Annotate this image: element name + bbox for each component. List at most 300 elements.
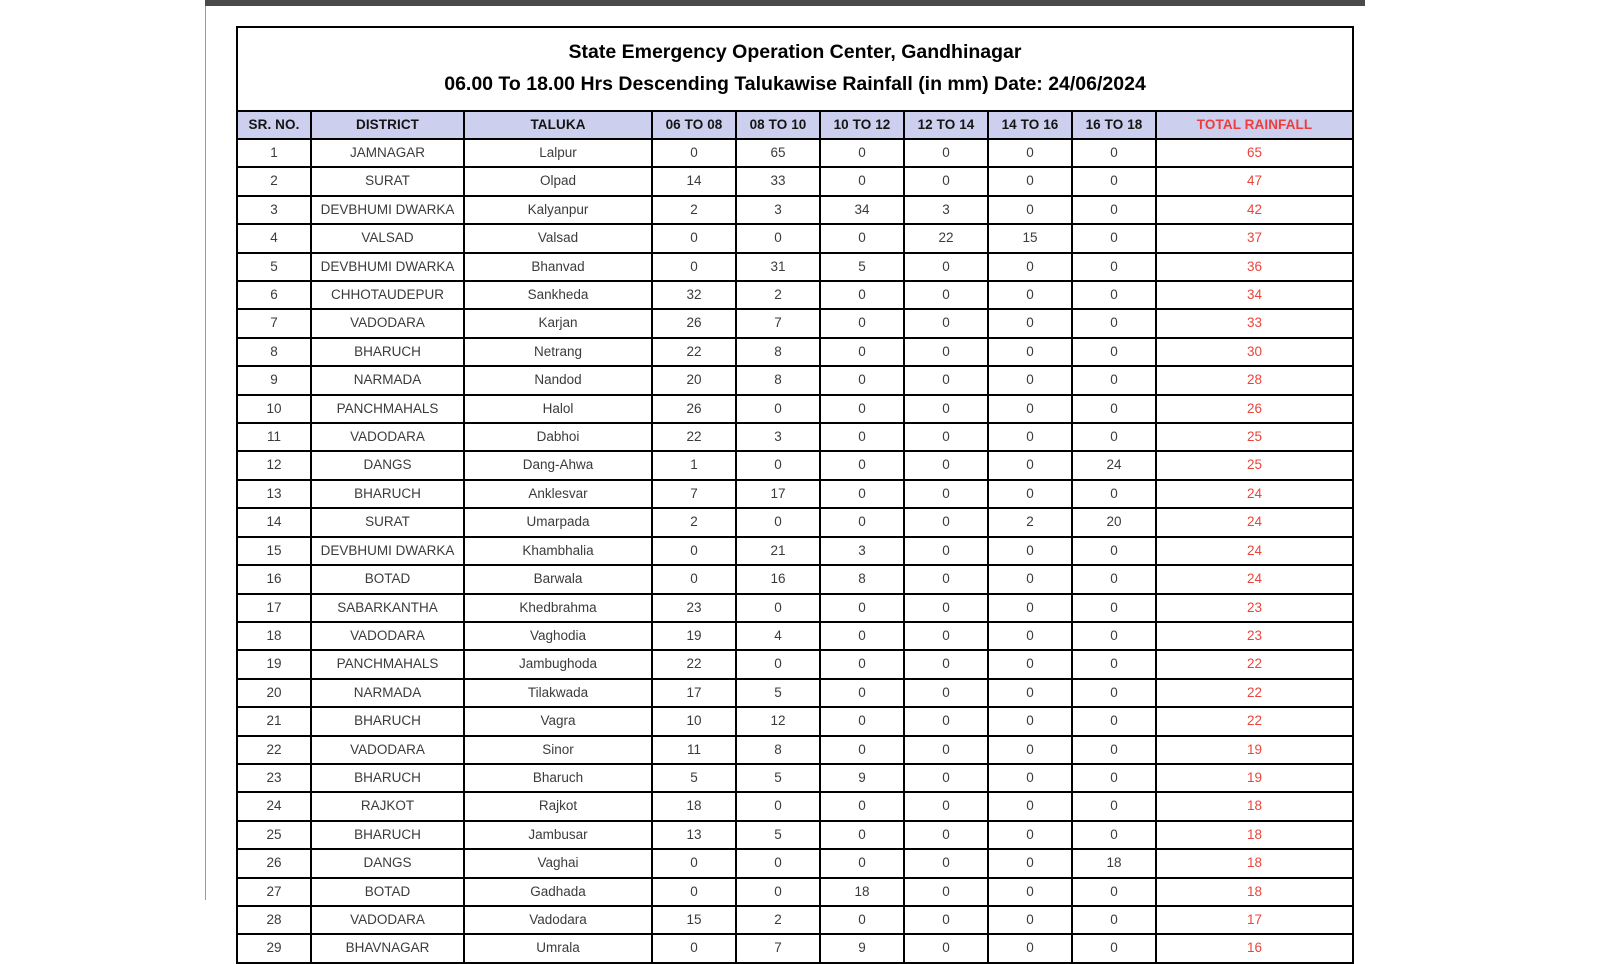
- cell-s0608[interactable]: 22: [652, 338, 736, 366]
- table-row[interactable]: [237, 934, 1353, 962]
- cell-s1012[interactable]: 0: [820, 508, 904, 536]
- cell-s1618[interactable]: 0: [1072, 906, 1156, 934]
- cell-district[interactable]: PANCHMAHALS: [311, 650, 464, 678]
- cell-s1416[interactable]: 0: [988, 622, 1072, 650]
- cell-s0810[interactable]: 33: [736, 167, 820, 195]
- cell-s0608[interactable]: 0: [652, 565, 736, 593]
- cell-sr_no[interactable]: 9: [237, 366, 311, 394]
- cell-s1618[interactable]: 0: [1072, 764, 1156, 792]
- column-header-12-to-14[interactable]: 12 TO 14: [904, 111, 988, 139]
- cell-district[interactable]: BHARUCH: [311, 707, 464, 735]
- cell-sr_no[interactable]: 19: [237, 650, 311, 678]
- cell-sr_no[interactable]: 15: [237, 537, 311, 565]
- cell-s1214[interactable]: 3: [904, 196, 988, 224]
- cell-taluka[interactable]: Netrang: [464, 338, 652, 366]
- cell-taluka[interactable]: Khambhalia: [464, 537, 652, 565]
- cell-district[interactable]: VADODARA: [311, 423, 464, 451]
- cell-taluka[interactable]: Karjan: [464, 309, 652, 337]
- cell-s1416[interactable]: 2: [988, 508, 1072, 536]
- cell-sr_no[interactable]: 28: [237, 906, 311, 934]
- cell-district[interactable]: CHHOTAUDEPUR: [311, 281, 464, 309]
- cell-s0810[interactable]: 5: [736, 679, 820, 707]
- cell-sr_no[interactable]: 23: [237, 764, 311, 792]
- cell-s1618[interactable]: 0: [1072, 196, 1156, 224]
- cell-sr_no[interactable]: 18: [237, 622, 311, 650]
- cell-s1618[interactable]: 0: [1072, 309, 1156, 337]
- cell-s1618[interactable]: 0: [1072, 934, 1156, 962]
- cell-s1012[interactable]: 0: [820, 366, 904, 394]
- cell-sr_no[interactable]: 14: [237, 508, 311, 536]
- cell-sr_no[interactable]: 12: [237, 451, 311, 479]
- cell-district[interactable]: DEVBHUMI DWARKA: [311, 537, 464, 565]
- cell-s1416[interactable]: 0: [988, 423, 1072, 451]
- cell-sr_no[interactable]: 21: [237, 707, 311, 735]
- cell-sr_no[interactable]: 29: [237, 934, 311, 962]
- cell-s1416[interactable]: 0: [988, 167, 1072, 195]
- cell-s1618[interactable]: 0: [1072, 622, 1156, 650]
- cell-taluka[interactable]: Barwala: [464, 565, 652, 593]
- cell-taluka[interactable]: Jambughoda: [464, 650, 652, 678]
- cell-district[interactable]: JAMNAGAR: [311, 139, 464, 167]
- cell-s1618[interactable]: 0: [1072, 679, 1156, 707]
- column-header-08-to-10[interactable]: 08 TO 10: [736, 111, 820, 139]
- column-header-total-rainfall[interactable]: TOTAL RAINFALL: [1156, 111, 1353, 139]
- cell-total[interactable]: 22: [1156, 707, 1353, 735]
- cell-s1012[interactable]: 0: [820, 650, 904, 678]
- cell-s0810[interactable]: 0: [736, 451, 820, 479]
- cell-district[interactable]: NARMADA: [311, 366, 464, 394]
- cell-s1214[interactable]: 0: [904, 622, 988, 650]
- cell-district[interactable]: SABARKANTHA: [311, 594, 464, 622]
- cell-s0810[interactable]: 8: [736, 338, 820, 366]
- cell-s1416[interactable]: 0: [988, 707, 1072, 735]
- cell-sr_no[interactable]: 10: [237, 395, 311, 423]
- cell-s1012[interactable]: 9: [820, 934, 904, 962]
- cell-s0810[interactable]: 8: [736, 736, 820, 764]
- cell-district[interactable]: VADODARA: [311, 906, 464, 934]
- cell-s0810[interactable]: 0: [736, 792, 820, 820]
- cell-s1214[interactable]: 0: [904, 906, 988, 934]
- cell-total[interactable]: 24: [1156, 537, 1353, 565]
- table-row[interactable]: [237, 423, 1353, 451]
- cell-s1012[interactable]: 0: [820, 707, 904, 735]
- cell-s0608[interactable]: 0: [652, 224, 736, 252]
- cell-s0608[interactable]: 18: [652, 792, 736, 820]
- cell-total[interactable]: 19: [1156, 764, 1353, 792]
- cell-s0608[interactable]: 32: [652, 281, 736, 309]
- cell-s1012[interactable]: 0: [820, 622, 904, 650]
- table-row[interactable]: [237, 508, 1353, 536]
- cell-s1618[interactable]: 0: [1072, 480, 1156, 508]
- cell-s1416[interactable]: 0: [988, 934, 1072, 962]
- cell-s0608[interactable]: 22: [652, 650, 736, 678]
- cell-district[interactable]: DEVBHUMI DWARKA: [311, 196, 464, 224]
- cell-total[interactable]: 34: [1156, 281, 1353, 309]
- cell-s1618[interactable]: 0: [1072, 167, 1156, 195]
- cell-s0810[interactable]: 2: [736, 906, 820, 934]
- cell-district[interactable]: BOTAD: [311, 878, 464, 906]
- cell-sr_no[interactable]: 4: [237, 224, 311, 252]
- cell-total[interactable]: 37: [1156, 224, 1353, 252]
- cell-s1012[interactable]: 0: [820, 906, 904, 934]
- cell-total[interactable]: 42: [1156, 196, 1353, 224]
- cell-district[interactable]: SURAT: [311, 167, 464, 195]
- cell-s1012[interactable]: 0: [820, 167, 904, 195]
- cell-total[interactable]: 22: [1156, 679, 1353, 707]
- cell-total[interactable]: 24: [1156, 565, 1353, 593]
- cell-total[interactable]: 30: [1156, 338, 1353, 366]
- cell-s0810[interactable]: 0: [736, 594, 820, 622]
- cell-s1416[interactable]: 0: [988, 253, 1072, 281]
- cell-s0608[interactable]: 11: [652, 736, 736, 764]
- cell-s1416[interactable]: 0: [988, 679, 1072, 707]
- cell-s1012[interactable]: 0: [820, 480, 904, 508]
- cell-s1618[interactable]: 20: [1072, 508, 1156, 536]
- table-row[interactable]: [237, 878, 1353, 906]
- cell-s1618[interactable]: 0: [1072, 366, 1156, 394]
- cell-total[interactable]: 18: [1156, 849, 1353, 877]
- cell-s0810[interactable]: 31: [736, 253, 820, 281]
- cell-s1618[interactable]: 0: [1072, 139, 1156, 167]
- cell-s0608[interactable]: 1: [652, 451, 736, 479]
- cell-s1618[interactable]: 0: [1072, 565, 1156, 593]
- cell-s0608[interactable]: 14: [652, 167, 736, 195]
- table-row[interactable]: [237, 650, 1353, 678]
- cell-taluka[interactable]: Khedbrahma: [464, 594, 652, 622]
- cell-s1416[interactable]: 0: [988, 281, 1072, 309]
- table-row[interactable]: [237, 679, 1353, 707]
- table-row[interactable]: [237, 906, 1353, 934]
- cell-s1214[interactable]: 0: [904, 366, 988, 394]
- cell-s0608[interactable]: 0: [652, 849, 736, 877]
- cell-s1416[interactable]: 0: [988, 764, 1072, 792]
- table-row[interactable]: [237, 821, 1353, 849]
- cell-sr_no[interactable]: 3: [237, 196, 311, 224]
- cell-s1618[interactable]: 18: [1072, 849, 1156, 877]
- table-row[interactable]: [237, 338, 1353, 366]
- cell-s1214[interactable]: 0: [904, 451, 988, 479]
- cell-total[interactable]: 25: [1156, 451, 1353, 479]
- table-row[interactable]: [237, 253, 1353, 281]
- cell-s0810[interactable]: 12: [736, 707, 820, 735]
- cell-s1214[interactable]: 0: [904, 508, 988, 536]
- cell-s1214[interactable]: 0: [904, 565, 988, 593]
- column-header-06-to-08[interactable]: 06 TO 08: [652, 111, 736, 139]
- cell-total[interactable]: 17: [1156, 906, 1353, 934]
- table-row[interactable]: [237, 196, 1353, 224]
- cell-s1618[interactable]: 0: [1072, 594, 1156, 622]
- cell-s1012[interactable]: 0: [820, 679, 904, 707]
- table-row[interactable]: [237, 395, 1353, 423]
- cell-s0810[interactable]: 3: [736, 423, 820, 451]
- table-row[interactable]: [237, 224, 1353, 252]
- cell-s1214[interactable]: 0: [904, 253, 988, 281]
- cell-taluka[interactable]: Sinor: [464, 736, 652, 764]
- cell-district[interactable]: VADODARA: [311, 622, 464, 650]
- cell-total[interactable]: 18: [1156, 821, 1353, 849]
- cell-s1012[interactable]: 0: [820, 281, 904, 309]
- cell-district[interactable]: VALSAD: [311, 224, 464, 252]
- cell-taluka[interactable]: Jambusar: [464, 821, 652, 849]
- cell-total[interactable]: 18: [1156, 792, 1353, 820]
- column-header-sr-no[interactable]: SR. NO.: [237, 111, 311, 139]
- cell-taluka[interactable]: Vaghai: [464, 849, 652, 877]
- cell-s0810[interactable]: 0: [736, 849, 820, 877]
- cell-district[interactable]: BHAVNAGAR: [311, 934, 464, 962]
- cell-s0810[interactable]: 16: [736, 565, 820, 593]
- cell-s0810[interactable]: 17: [736, 480, 820, 508]
- cell-s1214[interactable]: 0: [904, 167, 988, 195]
- cell-total[interactable]: 16: [1156, 934, 1353, 962]
- cell-taluka[interactable]: Lalpur: [464, 139, 652, 167]
- cell-s1618[interactable]: 0: [1072, 792, 1156, 820]
- cell-s1012[interactable]: 3: [820, 537, 904, 565]
- cell-taluka[interactable]: Halol: [464, 395, 652, 423]
- cell-district[interactable]: DEVBHUMI DWARKA: [311, 253, 464, 281]
- cell-s1618[interactable]: 0: [1072, 253, 1156, 281]
- cell-s1618[interactable]: 0: [1072, 537, 1156, 565]
- cell-s0810[interactable]: 0: [736, 395, 820, 423]
- cell-s1214[interactable]: 0: [904, 679, 988, 707]
- cell-s1214[interactable]: 0: [904, 792, 988, 820]
- cell-taluka[interactable]: Dang-Ahwa: [464, 451, 652, 479]
- cell-s0810[interactable]: 7: [736, 309, 820, 337]
- cell-total[interactable]: 28: [1156, 366, 1353, 394]
- cell-sr_no[interactable]: 27: [237, 878, 311, 906]
- table-row[interactable]: [237, 594, 1353, 622]
- cell-s1416[interactable]: 0: [988, 565, 1072, 593]
- cell-s0608[interactable]: 0: [652, 139, 736, 167]
- cell-s1012[interactable]: 0: [820, 338, 904, 366]
- cell-taluka[interactable]: Olpad: [464, 167, 652, 195]
- cell-total[interactable]: 23: [1156, 594, 1353, 622]
- column-header-16-to-18[interactable]: 16 TO 18: [1072, 111, 1156, 139]
- cell-taluka[interactable]: Dabhoi: [464, 423, 652, 451]
- cell-s1214[interactable]: 0: [904, 650, 988, 678]
- cell-sr_no[interactable]: 1: [237, 139, 311, 167]
- cell-sr_no[interactable]: 17: [237, 594, 311, 622]
- table-row[interactable]: [237, 707, 1353, 735]
- cell-s0608[interactable]: 5: [652, 764, 736, 792]
- cell-s0608[interactable]: 0: [652, 537, 736, 565]
- cell-s1618[interactable]: 0: [1072, 395, 1156, 423]
- cell-total[interactable]: 18: [1156, 878, 1353, 906]
- cell-s0810[interactable]: 2: [736, 281, 820, 309]
- cell-total[interactable]: 24: [1156, 480, 1353, 508]
- cell-s0608[interactable]: 22: [652, 423, 736, 451]
- cell-s1618[interactable]: 0: [1072, 878, 1156, 906]
- cell-s0810[interactable]: 3: [736, 196, 820, 224]
- cell-s1618[interactable]: 0: [1072, 423, 1156, 451]
- cell-taluka[interactable]: Bharuch: [464, 764, 652, 792]
- cell-s1214[interactable]: 0: [904, 423, 988, 451]
- cell-s1416[interactable]: 0: [988, 878, 1072, 906]
- cell-s0608[interactable]: 0: [652, 934, 736, 962]
- cell-district[interactable]: BHARUCH: [311, 821, 464, 849]
- cell-s0810[interactable]: 0: [736, 224, 820, 252]
- cell-total[interactable]: 26: [1156, 395, 1353, 423]
- cell-sr_no[interactable]: 6: [237, 281, 311, 309]
- cell-s1012[interactable]: 0: [820, 309, 904, 337]
- cell-s1416[interactable]: 0: [988, 338, 1072, 366]
- cell-s0810[interactable]: 0: [736, 508, 820, 536]
- table-row[interactable]: [237, 622, 1353, 650]
- cell-total[interactable]: 22: [1156, 650, 1353, 678]
- cell-taluka[interactable]: Umrala: [464, 934, 652, 962]
- cell-district[interactable]: BOTAD: [311, 565, 464, 593]
- cell-s1416[interactable]: 0: [988, 537, 1072, 565]
- cell-s0608[interactable]: 0: [652, 253, 736, 281]
- cell-sr_no[interactable]: 11: [237, 423, 311, 451]
- cell-s0608[interactable]: 15: [652, 906, 736, 934]
- cell-district[interactable]: RAJKOT: [311, 792, 464, 820]
- cell-s0608[interactable]: 20: [652, 366, 736, 394]
- cell-s1416[interactable]: 0: [988, 480, 1072, 508]
- column-header-14-to-16[interactable]: 14 TO 16: [988, 111, 1072, 139]
- cell-s1012[interactable]: 9: [820, 764, 904, 792]
- cell-s0608[interactable]: 13: [652, 821, 736, 849]
- cell-s0810[interactable]: 8: [736, 366, 820, 394]
- table-row[interactable]: [237, 366, 1353, 394]
- cell-taluka[interactable]: Valsad: [464, 224, 652, 252]
- table-row[interactable]: [237, 281, 1353, 309]
- cell-district[interactable]: BHARUCH: [311, 338, 464, 366]
- cell-s1012[interactable]: 0: [820, 451, 904, 479]
- cell-sr_no[interactable]: 25: [237, 821, 311, 849]
- cell-s0608[interactable]: 2: [652, 196, 736, 224]
- cell-total[interactable]: 65: [1156, 139, 1353, 167]
- cell-s1416[interactable]: 0: [988, 196, 1072, 224]
- cell-s1416[interactable]: 0: [988, 906, 1072, 934]
- cell-s1416[interactable]: 0: [988, 849, 1072, 877]
- cell-s0608[interactable]: 23: [652, 594, 736, 622]
- cell-s1214[interactable]: 0: [904, 338, 988, 366]
- cell-s1214[interactable]: 0: [904, 395, 988, 423]
- cell-s1214[interactable]: 0: [904, 707, 988, 735]
- cell-s1618[interactable]: 0: [1072, 650, 1156, 678]
- cell-district[interactable]: VADODARA: [311, 309, 464, 337]
- cell-s1416[interactable]: 0: [988, 594, 1072, 622]
- cell-total[interactable]: 23: [1156, 622, 1353, 650]
- cell-s1214[interactable]: 0: [904, 878, 988, 906]
- cell-district[interactable]: NARMADA: [311, 679, 464, 707]
- cell-s1618[interactable]: 0: [1072, 338, 1156, 366]
- cell-s1618[interactable]: 0: [1072, 707, 1156, 735]
- cell-s0810[interactable]: 5: [736, 764, 820, 792]
- table-row[interactable]: [237, 480, 1353, 508]
- cell-s1618[interactable]: 24: [1072, 451, 1156, 479]
- cell-s1214[interactable]: 0: [904, 934, 988, 962]
- cell-total[interactable]: 24: [1156, 508, 1353, 536]
- table-row[interactable]: [237, 849, 1353, 877]
- cell-s1214[interactable]: 0: [904, 309, 988, 337]
- cell-taluka[interactable]: Gadhada: [464, 878, 652, 906]
- cell-s0810[interactable]: 0: [736, 878, 820, 906]
- cell-s1416[interactable]: 0: [988, 309, 1072, 337]
- cell-s1214[interactable]: 0: [904, 849, 988, 877]
- cell-sr_no[interactable]: 5: [237, 253, 311, 281]
- cell-s1012[interactable]: 5: [820, 253, 904, 281]
- cell-s1214[interactable]: 22: [904, 224, 988, 252]
- cell-s1618[interactable]: 0: [1072, 736, 1156, 764]
- table-row[interactable]: [237, 565, 1353, 593]
- cell-sr_no[interactable]: 2: [237, 167, 311, 195]
- cell-taluka[interactable]: Nandod: [464, 366, 652, 394]
- cell-s1012[interactable]: 0: [820, 139, 904, 167]
- cell-sr_no[interactable]: 13: [237, 480, 311, 508]
- cell-sr_no[interactable]: 22: [237, 736, 311, 764]
- cell-s0608[interactable]: 7: [652, 480, 736, 508]
- cell-s1012[interactable]: 34: [820, 196, 904, 224]
- cell-sr_no[interactable]: 20: [237, 679, 311, 707]
- cell-s1214[interactable]: 0: [904, 537, 988, 565]
- cell-s1416[interactable]: 0: [988, 366, 1072, 394]
- cell-district[interactable]: VADODARA: [311, 736, 464, 764]
- cell-taluka[interactable]: Vagra: [464, 707, 652, 735]
- cell-s1012[interactable]: 18: [820, 878, 904, 906]
- cell-s0810[interactable]: 65: [736, 139, 820, 167]
- cell-s1012[interactable]: 0: [820, 594, 904, 622]
- table-row[interactable]: [237, 792, 1353, 820]
- table-row[interactable]: [237, 537, 1353, 565]
- column-header-district[interactable]: DISTRICT: [311, 111, 464, 139]
- cell-s0608[interactable]: 19: [652, 622, 736, 650]
- cell-sr_no[interactable]: 7: [237, 309, 311, 337]
- cell-s0810[interactable]: 4: [736, 622, 820, 650]
- cell-s0810[interactable]: 5: [736, 821, 820, 849]
- cell-s1416[interactable]: 0: [988, 736, 1072, 764]
- cell-s1214[interactable]: 0: [904, 139, 988, 167]
- cell-total[interactable]: 36: [1156, 253, 1353, 281]
- cell-s1416[interactable]: 15: [988, 224, 1072, 252]
- cell-s1416[interactable]: 0: [988, 395, 1072, 423]
- cell-s0608[interactable]: 26: [652, 309, 736, 337]
- cell-taluka[interactable]: Umarpada: [464, 508, 652, 536]
- cell-taluka[interactable]: Vaghodia: [464, 622, 652, 650]
- cell-s1012[interactable]: 0: [820, 821, 904, 849]
- cell-s1012[interactable]: 0: [820, 395, 904, 423]
- cell-s0608[interactable]: 17: [652, 679, 736, 707]
- cell-s0608[interactable]: 0: [652, 878, 736, 906]
- table-row[interactable]: [237, 764, 1353, 792]
- cell-sr_no[interactable]: 24: [237, 792, 311, 820]
- cell-taluka[interactable]: Sankheda: [464, 281, 652, 309]
- cell-s1618[interactable]: 0: [1072, 224, 1156, 252]
- cell-s1416[interactable]: 0: [988, 650, 1072, 678]
- cell-s1214[interactable]: 0: [904, 764, 988, 792]
- cell-s1012[interactable]: 0: [820, 792, 904, 820]
- cell-s1214[interactable]: 0: [904, 736, 988, 764]
- cell-s1416[interactable]: 0: [988, 792, 1072, 820]
- cell-s1214[interactable]: 0: [904, 821, 988, 849]
- cell-s0810[interactable]: 21: [736, 537, 820, 565]
- cell-s1012[interactable]: 0: [820, 849, 904, 877]
- cell-taluka[interactable]: Anklesvar: [464, 480, 652, 508]
- cell-total[interactable]: 19: [1156, 736, 1353, 764]
- cell-taluka[interactable]: Vadodara: [464, 906, 652, 934]
- table-row[interactable]: [237, 451, 1353, 479]
- cell-sr_no[interactable]: 16: [237, 565, 311, 593]
- cell-taluka[interactable]: Kalyanpur: [464, 196, 652, 224]
- table-row[interactable]: [237, 309, 1353, 337]
- cell-district[interactable]: SURAT: [311, 508, 464, 536]
- cell-s1416[interactable]: 0: [988, 821, 1072, 849]
- table-row[interactable]: [237, 139, 1353, 167]
- cell-s0608[interactable]: 10: [652, 707, 736, 735]
- cell-sr_no[interactable]: 8: [237, 338, 311, 366]
- cell-district[interactable]: BHARUCH: [311, 480, 464, 508]
- cell-s1618[interactable]: 0: [1072, 281, 1156, 309]
